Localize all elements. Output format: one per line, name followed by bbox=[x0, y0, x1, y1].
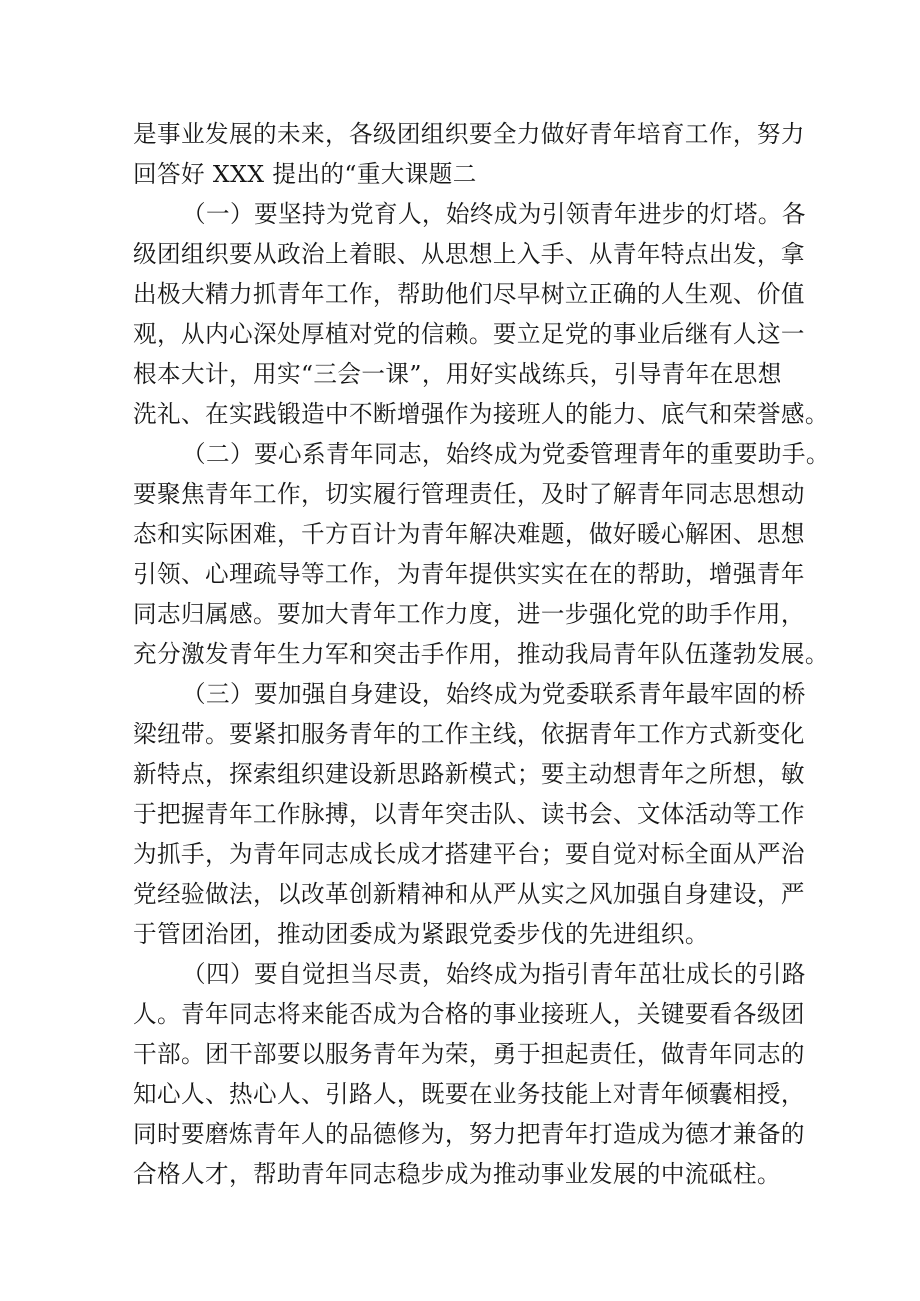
text-line: 新特点，探索组织建设新思路新模式；要主动想青年之所想，敏 bbox=[133, 760, 805, 788]
text-line: 同志归属感。要加大青年工作力度，进一步强化党的助手作用， bbox=[133, 600, 805, 628]
paragraph-first-line: （四）要自觉担当尽责，始终成为指引青年茁壮成长的引路 bbox=[182, 960, 806, 988]
text-line: 要聚焦青年工作，切实履行管理责任，及时了解青年同志思想动 bbox=[133, 480, 805, 508]
text-line: 出极大精力抓青年工作，帮助他们尽早树立正确的人生观、价值 bbox=[133, 280, 805, 308]
text-line: 于把握青年工作脉搏，以青年突击队、读书会、文体活动等工作 bbox=[133, 800, 805, 828]
text-line: 为抓手，为青年同志成长成才搭建平台；要自觉对标全面从严治 bbox=[133, 840, 805, 868]
text-line: 梁纽带。要紧扣服务青年的工作主线，依据青年工作方式新变化 bbox=[133, 720, 805, 748]
text-line: 充分激发青年生力军和突击手作用，推动我局青年队伍蓬勃发展。 bbox=[133, 640, 829, 668]
text-line: 知心人、热心人、引路人，既要在业务技能上对青年倾囊相授， bbox=[133, 1080, 805, 1108]
text-line: 党经验做法，以改革创新精神和从严从实之风加强自身建设，严 bbox=[133, 880, 805, 908]
paragraph-first-line: （二）要心系青年同志，始终成为党委管理青年的重要助手。 bbox=[182, 440, 830, 468]
text-line: 洗礼、在实践锻造中不断增强作为接班人的能力、底气和荣誉感。 bbox=[133, 400, 829, 428]
text-line: 于管团治团，推动团委成为紧跟党委步伐的先进组织。 bbox=[133, 920, 709, 948]
text-line: 引领、心理疏导等工作，为青年提供实实在在的帮助，增强青年 bbox=[133, 560, 805, 588]
paragraph-first-line: （三）要加强自身建设，始终成为党委联系青年最牢固的桥 bbox=[182, 680, 806, 708]
text-line: 观，从内心深处厚植对党的信赖。要立足党的事业后继有人这一 bbox=[133, 320, 805, 348]
text-line: 级团组织要从政治上着眼、从思想上入手、从青年特点出发，拿 bbox=[133, 240, 805, 268]
text-line: 是事业发展的未来，各级团组织要全力做好青年培育工作，努力 bbox=[133, 120, 805, 148]
text-line: 回答好 XXX 提出的“重大课题二 bbox=[133, 160, 477, 188]
text-line: 同时要磨炼青年人的品德修为，努力把青年打造成为德才兼备的 bbox=[133, 1120, 805, 1148]
text-line: 根本大计，用实“三会一课”，用好实战练兵，引导青年在思想 bbox=[133, 360, 782, 388]
text-line: 人。青年同志将来能否成为合格的事业接班人，关键要看各级团 bbox=[133, 1000, 805, 1028]
text-line: 态和实际困难，千方百计为青年解决难题，做好暖心解困、思想 bbox=[133, 520, 805, 548]
text-line: 合格人才，帮助青年同志稳步成为推动事业发展的中流砥柱。 bbox=[133, 1160, 781, 1188]
paragraph-first-line: （一）要坚持为党育人，始终成为引领青年进步的灯塔。各 bbox=[182, 200, 806, 228]
text-line: 干部。团干部要以服务青年为荣，勇于担起责任，做青年同志的 bbox=[133, 1040, 805, 1068]
